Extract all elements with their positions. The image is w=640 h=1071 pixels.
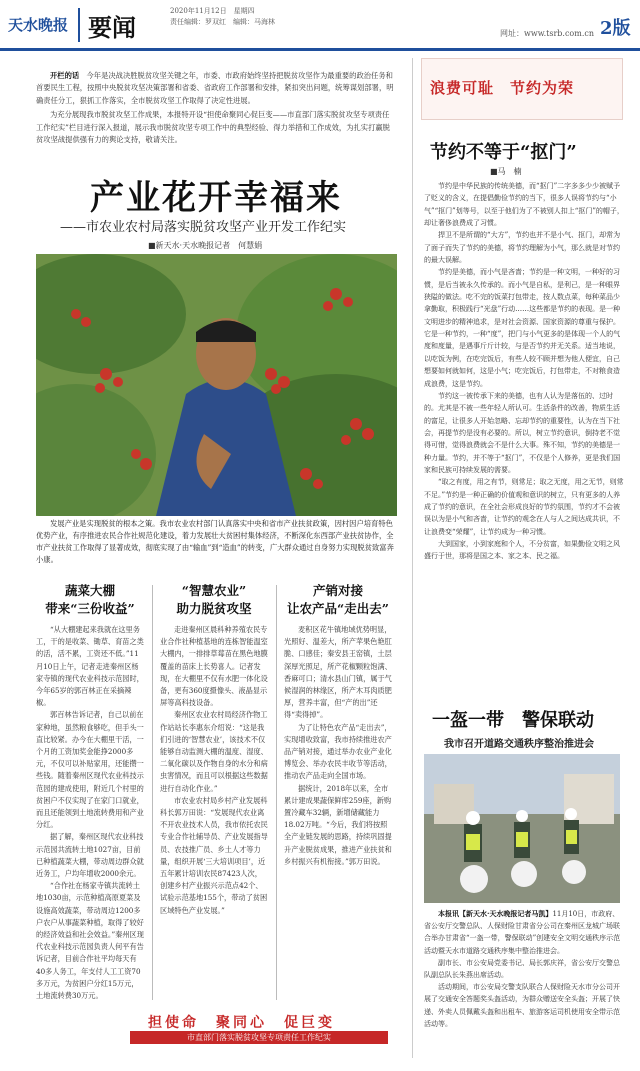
intro-label: 开栏的话 xyxy=(50,71,80,80)
issue-info xyxy=(170,6,275,28)
sub3-p3: 据统计，2018年以来，全市累计建成果蔬保鲜库259座，新购置冷藏车32辆，新增储藏能力18.02万吨。“今后，我们将按照全产业链发展的思路，持续巩固提升产业脱贫成果，推进产业扶贫和乡村振兴有机衔接。”郭万田说。 xyxy=(284,783,392,866)
intro-p1: 今年是决战决胜脱贫攻坚关键之年，市委、市政府始终坚持把脱贫攻坚作为最重要的政治任务和首要民生工程，按照中央脱贫攻坚决策部署和省委、省政府工作部署和安排，紧扣突出问题，统筹谋划部署，明确责任分工，狠抓工作落实，全市脱贫攻坚工作取得了决定性进展。 xyxy=(36,71,394,105)
photo-caption xyxy=(36,518,396,566)
caption-text: 发展产业是实现脱贫的根本之策。我市农业农村部门认真落实中央和省市产业扶贫政策，因村因户培育特色优势产业，有序推进农民合作社规范化建设，着力发展壮大贫困村集体经济，不断深化东西部产业扶贫协作，全市产业扶贫工作取得了显著成效，彻底实现了由“输血”到“造血”的转变，广大群众通过自身努力实现脱贫致富奔小康。 xyxy=(36,519,394,564)
essay-p1: 节约是中华民族的传统美德，而“抠门”二字多多少少被赋予了贬义的含义，在提倡勤俭节约的当下，很多人误将节约与“小气”“抠门”划等号，以至于他们为了不被别人扣上“抠门”的帽子，却让奢侈浪费成了习惯。 xyxy=(424,182,624,228)
essay-p3: 节约是美德，而小气是吝啬；节约是一种文明，一种好的习惯，是后当被永久传承的。而小气是自私，是利己，是一种眼界狭隘的做法。吃不完的饭菜打包带走，按人数点菜，每种菜品少拿勤取，积极践行“光盘”行动……这些都是节约的表现。是一种文明进步的精神追求，是对社会资源、国家资源的尊重与保护。它是一种节约，一种“度”，把门与小气更多的是体现一个人的气度和度量，是遇事斤斤计较，与是否节约并无关系。适当地说，以吃饭为例，在吃完饭后，有些人较不顾并想为他人便宜，自己想要如何就如何，这是小气；吃完饭后，打包带走，不对粮食造成浪费，这是节约。 xyxy=(424,268,621,388)
banner-slogan: 担使命 聚同心 促巨变 xyxy=(148,1015,335,1031)
section-title: 要闻 xyxy=(88,13,136,42)
intro-p2: 为充分展现我市脱贫攻坚工作成果，本报特开设“担使命聚同心促巨变——市直部门落实脱贫攻坚专项责任工作纪实”栏目进行深入报道，展示我市脱贫攻坚专项工作中的典型经验、得力举措和工作成效，为扎实打赢脱贫攻坚战提供强有力的舆论支持，敬请关注。 xyxy=(36,110,390,145)
banner-strap: 市直部门落实脱贫攻坚专项责任工作纪实 xyxy=(130,1031,388,1044)
column-rule xyxy=(152,585,153,1000)
campaign-title: 浪费可耻 节约为荣 xyxy=(430,79,575,97)
main-subheadline: ——市农业农村局落实脱贫攻坚产业开发工作纪实 xyxy=(60,220,347,235)
paper-logo: 天水晚报 xyxy=(8,16,69,34)
news-subtitle: 我市召开道路交通秩序整治推进会 xyxy=(444,739,594,750)
page-number: 2版 xyxy=(600,18,631,39)
sub1-title-line2: 带来“三份收益” xyxy=(45,601,135,616)
masthead xyxy=(0,0,640,51)
sub3-p1: 麦积区花牛镇地域优势明显，光照好、温差大，所产苹果色艳肛脆、口感佳；秦安县王窑镇，土层深厚光照足，所产花椒颗粒饱满、香麻可口；清水县山门镇，属于气候湿润的林缘区，所产木耳肉质肥厚，营养丰富，但“产的出”还得“卖得掉”。 xyxy=(284,625,392,720)
site-url[interactable]: 网址：www.tsrb.com.cn xyxy=(500,29,595,38)
series-banner xyxy=(130,1012,388,1046)
main-byline: ■新天水·天水晚报记者 何慧娟 xyxy=(148,241,263,250)
issue-date: 2020年11月12日 星期四 xyxy=(170,7,255,15)
sub1-p1: “从大棚建起来我就在这里务工，干的是收菜、锄草、育苗之类的活，活不累，工资还不低。”11月10日上午，记者走进秦州区杨家寺镇的现代农业科技示范园时，今年65岁的郭百林正在采摘辣椒。 xyxy=(36,625,144,708)
essay-body xyxy=(424,180,624,563)
sub1-p3: 据了解，秦州区现代农业科技示范园共流转土地1027亩，目前已种植蔬菜大棚，带动周边群众就近务工，户均年增收2000余元。 xyxy=(36,832,144,879)
sub-article-2 xyxy=(160,582,268,917)
main-headline: 产业花开幸福来 xyxy=(90,178,342,218)
issue-editors: 责任编辑：罗双红 编辑：马海林 xyxy=(170,18,275,26)
right-column-rule xyxy=(412,58,413,1058)
news-title: 一盔一带 警保联动 xyxy=(432,710,594,731)
news-p1: 11月10日，市政府、省公安厅交警总队、人保财险甘肃省分公司在秦州区龙城广场联合举办甘肃省“一盔一带，警保联动”创建安全文明交通秩序示范活动暨天水市道路交通秩序集中整治推进会。 xyxy=(424,910,621,955)
sub2-title-line1: “智慧农业” xyxy=(181,583,247,598)
sub1-title-line1: 蔬菜大棚 xyxy=(64,583,115,598)
sub2-title-line2: 助力脱贫攻坚 xyxy=(176,601,252,616)
traffic-police-photo xyxy=(424,754,620,903)
campaign-box xyxy=(421,58,623,120)
news-lead: 本报讯【新天水·天水晚报记者马凯】 xyxy=(438,909,553,918)
sub-article-3 xyxy=(284,582,392,868)
sub3-title-line2: 让农产品“走出去” xyxy=(287,601,389,616)
news-p3: 活动期间，市公安局交警支队联合人保财险天水市分公司开展了交通安全答题奖头盔活动，为群众赠送安全头盔；开展了快递、外卖人员佩戴头盔和出租车、旅游客运司机使用安全带示范活动等。 xyxy=(424,983,620,1028)
column-rule xyxy=(276,585,277,1000)
sub1-p4: “合作社在杨家寺镇共流转土地1030亩，示范种植高原夏菜及设施高效蔬菜，带动周边1200多户农户从事蔬菜种植，取得了较好的经济效益和社会效益。”秦州区现代农业科技示范园负责人何平有告诉记者，目前合作社平均每天有40多人务工，年支付人工工资70多万元，为贫困户分红15万元，土地流转费30万元。 xyxy=(36,881,144,1001)
sub1-p2: 郭百林告诉记者，自己以前在家种地，虽然粮食够吃，但手头一直比较紧。办今在大棚里干活，一个月的工资加奖金能挣2000多元，不仅可以补贴家用，还能攒一些钱。随着秦州区现代农业科技示范园的建成使用，附近几个村里的贫困户不仅实现了在家门口就业，而且还能领到土地流转费用和产业分红。 xyxy=(36,710,144,830)
sub2-p3: 市农业农村局乡村产业发展科科长郭万田说：“发展现代农业离不开农业技术人员，我市依托农民专业合作社辅导员、产业发展指导员、农技推广员、乡土人才等力量，组织开展‘三大培训项目’，近五年累计培训农民87423人次，创建乡村产业振兴示范点42个、试验示范基地155个，带动了贫困区域特色产业发展。” xyxy=(160,795,268,915)
essay-p4: 节约这一被传承下来的美德，也有人认为是落伍的、过时的。尤其是不被一些年轻人所认可。生活条件的改善，物质生活的富足，让很多人开始忽略、忘却节约的重要性，认为在当下社会，再提节约是没有必要的。所以，树立节约意识，倒持老不觉得可惜，觉得浪费就会不是什么大事。殊不知，节约的美德是一种力量。节约，并不等于“抠门”，不仅是个人修养，更是我们国家和民族可持续发展的需要。 xyxy=(424,391,621,474)
column-intro xyxy=(36,70,396,148)
news-body xyxy=(424,908,622,1030)
photo-illustration xyxy=(36,254,397,516)
essay-p5: “取之有度，用之有节，则常足；取之无度，用之无节，则常不足。”节约是一种正确的价值观和意识的树立，只有更多的人养成了节约的意识，在全社会形成良好的节约氛围，节约才不会被误以为是小气和吝啬，让节约的观念在人与人之间达成共识，不让浪费变“荣耀”，让节约成为一种习惯。 xyxy=(424,478,624,536)
essay-title: 节约不等于“抠门” xyxy=(430,142,577,163)
essay-p6: 大到国家，小到家庭和个人，不分贫富，如果勤俭文明之风盛行于世，那将是国之本、家之本、民之福。 xyxy=(424,539,620,561)
pepper-farmer-photo xyxy=(36,254,397,516)
essay-author: ■马 楠 xyxy=(490,167,522,176)
masthead-divider xyxy=(78,8,80,42)
photo-illustration xyxy=(424,754,620,903)
sub3-title-line1: 产销对接 xyxy=(312,583,363,598)
sub2-p2: 秦州区农业农村局经济作物工作站站长李惠东介绍说：“这是我们引进的‘智慧农业’，该技术不仅能够自动监测大棚的温度、湿度、二氧化碳以及作物自身的水分和病虫害情况，而且可以根据这些数据进行自动化作业。” xyxy=(160,710,268,793)
sub-article-1 xyxy=(36,582,144,1002)
sub2-p1: 走进秦州区晨科种养殖农民专业合作社种植基地的连栋智能温室大棚内，一排排草莓苗在黑色地膜覆盖的苗床上长势喜人。记者发现，在大棚里不仅有水肥一体化设备，更有360度摄像头、液晶显示屏等高科技设备。 xyxy=(160,625,268,708)
news-p2: 副市长、市公安局党委书记、局长郭庆祥，省公安厅交警总队副总队长朱燕出席活动。 xyxy=(424,958,620,980)
sub3-p2: 为了让特色农产品“走出去”，实现增收致富，我市持续推进农产品产销对接，通过举办农业产业化博览会、举办农民丰收节等活动，推动农产品走向全国市场。 xyxy=(284,722,392,781)
essay-p2: 捍卫不是所谓的“大方”，节约也并不是小气、抠门，却常为了面子而失了节约的美德，将节约理解为小气，那么就是对节约的最大误解。 xyxy=(424,231,621,265)
